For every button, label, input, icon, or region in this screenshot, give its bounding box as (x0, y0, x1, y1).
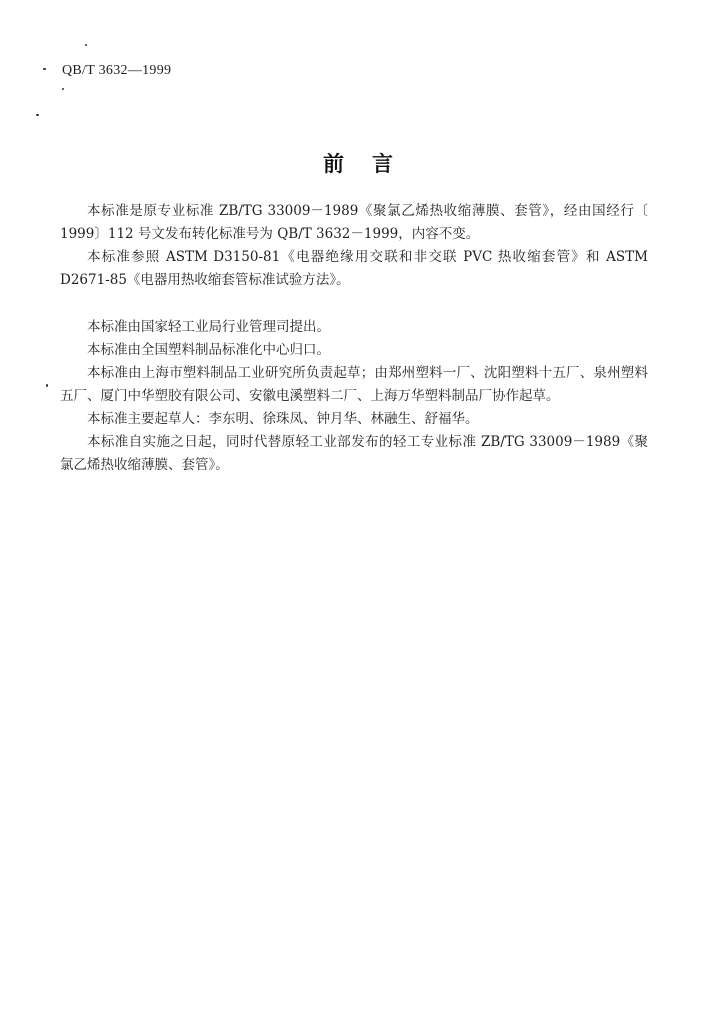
scan-speck (36, 114, 39, 116)
paragraph: 本标准自实施之日起，同时代替原轻工业部发布的轻工专业标准 ZB/TG 33009－1989《聚氯乙烯热收缩薄膜、套管》。 (60, 434, 648, 473)
scan-speck (46, 384, 48, 387)
paragraph: 本标准主要起草人：李东明、徐珠凤、钟月华、林融生、舒福华。 (87, 411, 479, 427)
scan-speck (62, 88, 64, 90)
page-title: 前言 (323, 152, 421, 176)
scan-speck (85, 44, 87, 46)
paragraph: 本标准由全国塑料制品标准化中心归口。 (87, 342, 330, 358)
paragraph: 本标准由上海市塑料制品工业研究所负责起草；由郑州塑料一厂、沈阳塑料十五厂、泉州塑料五厂、厦门中华塑胶有限公司、安徽电溪塑料二厂、上海万华塑料制品厂协作起草。 (60, 365, 648, 404)
paragraph: 本标准参照 ASTM D3150-81《电器绝缘用交联和非交联 PVC 热收缩套管》和 ASTM D2671-85《电器用热收缩套管标准试验方法》。 (60, 249, 648, 288)
scan-speck (43, 68, 46, 70)
document-body (60, 200, 648, 477)
paragraph: 本标准是原专业标准 ZB/TG 33009－1989《聚氯乙烯热收缩薄膜、套管》，经由国经行〔 1999〕112 号文发布转化标准号为 QB/T 3632－1999，内容不变。 (60, 203, 648, 242)
standard-code: QB/T 3632—1999 (62, 63, 172, 78)
paragraph-gap (60, 292, 648, 316)
paragraph: 本标准由国家轻工业局行业管理司提出。 (87, 319, 330, 335)
